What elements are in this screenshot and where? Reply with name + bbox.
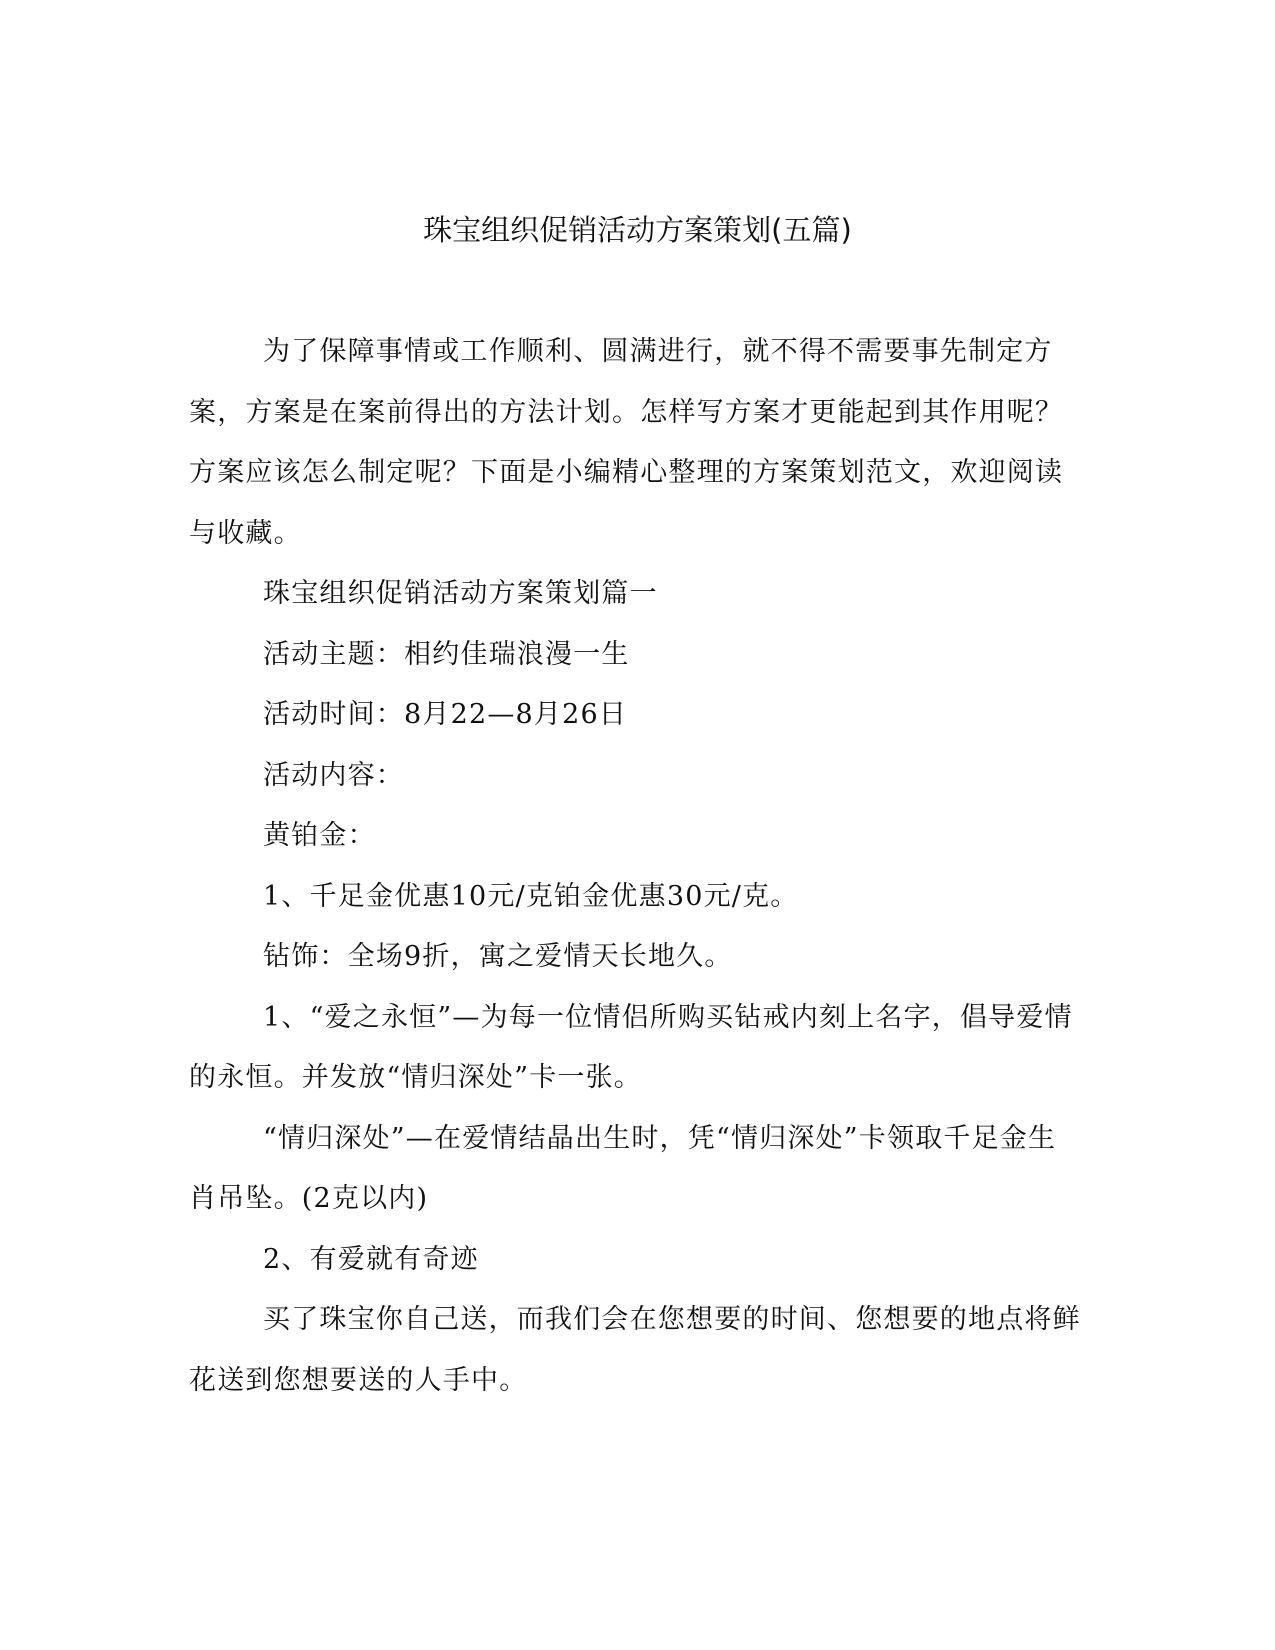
activity-theme: 活动主题：相约佳瑞浪漫一生 [263, 638, 630, 670]
miracle-item: 2、有爱就有奇迹 [263, 1243, 479, 1275]
gold-discount-item: 1、千足金优惠10元/克铂金优惠30元/克。 [263, 880, 799, 912]
section-heading: 珠宝组织促销活动方案策划篇一 [263, 578, 658, 609]
activity-content-label: 活动内容： [263, 759, 404, 791]
intro-paragraph: 为了保障事情或工作顺利、圆满进行，就不得不需要事先制定方案，方案是在案前得出的方法计划。怎样写方案才更能起到其作用呢？方案应该怎么制定呢？下面是小编精心整理的方案策划范文，欢迎阅读与收藏。 [189, 336, 1064, 549]
flower-delivery-item: 买了珠宝你自己送，而我们会在您想要的时间、您想要的地点将鲜花送到您想要送的人手中。 [189, 1304, 1081, 1396]
diamond-discount-item: 钻饰：全场9折，寓之爱情天长地久。 [263, 941, 733, 972]
platinum-gold-label: 黄铂金： [263, 820, 376, 851]
love-card-item: “情归深处”—在爱情结晶出生时，凭“情归深处”卡领取千足金生肖吊坠。(2克以内) [189, 1122, 1057, 1214]
activity-time: 活动时间：8月22—8月26日 [263, 699, 628, 730]
document-body [189, 322, 1084, 1411]
document-title: 珠宝组织促销活动方案策划(五篇) [423, 213, 852, 247]
eternal-love-item: 1、“爱之永恒”—为每一位情侣所购买钻戒内刻上名字，倡导爱情的永恒。并发放“情归深处”卡一张。 [189, 1001, 1073, 1093]
